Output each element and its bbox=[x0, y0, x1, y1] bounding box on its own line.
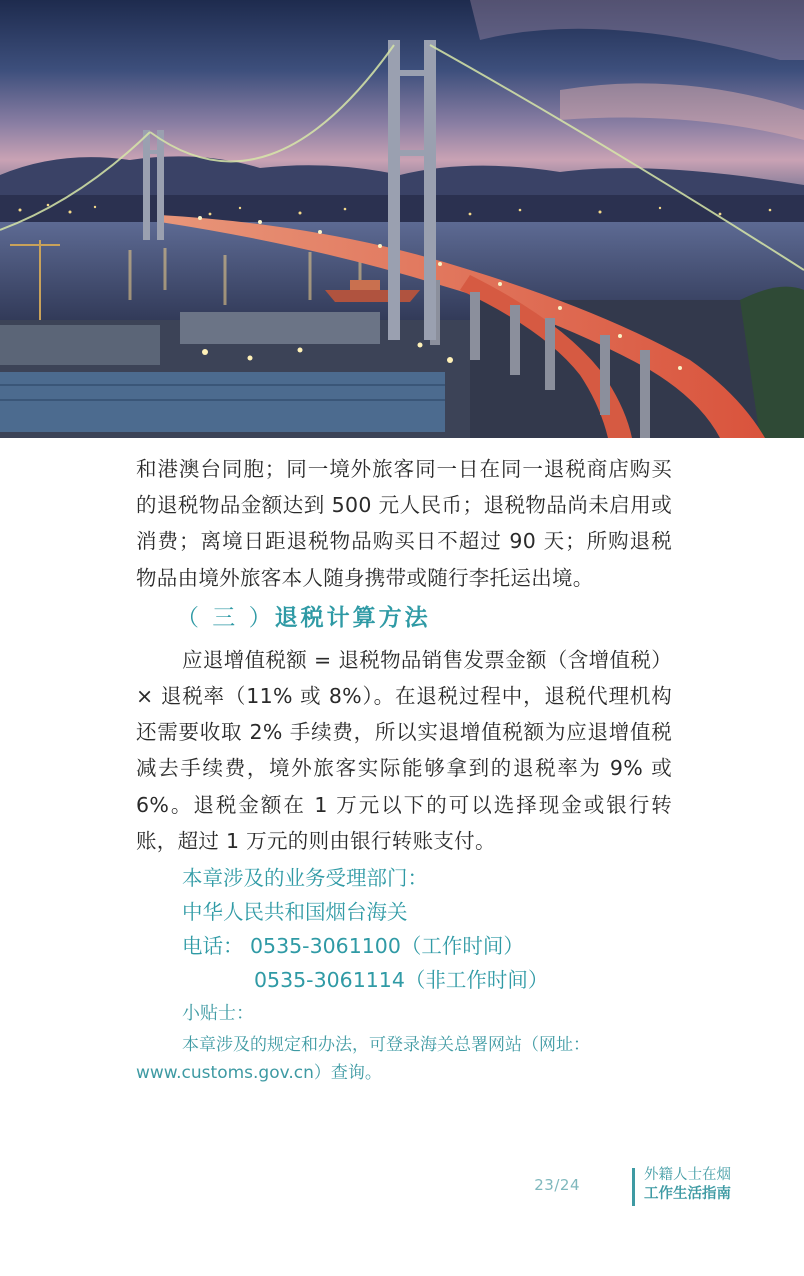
tips-text bbox=[136, 1031, 672, 1087]
tips-line-2: www.customs.gov.cn）查询。 bbox=[136, 1063, 382, 1084]
section-number: （ 三 ） bbox=[176, 604, 275, 631]
section-title: 退税计算方法 bbox=[274, 603, 431, 631]
contact-info bbox=[136, 861, 672, 997]
footer-divider bbox=[632, 1168, 635, 1206]
section-heading bbox=[136, 598, 672, 638]
publication-title-line-2: 工作生活指南 bbox=[644, 1186, 731, 1202]
tips-line-1: 本章涉及的规定和办法，可登录海关总署网站（网址： bbox=[182, 1035, 590, 1056]
page-footer bbox=[534, 1166, 760, 1208]
dept-label: 本章涉及的业务受理部门： bbox=[182, 866, 428, 891]
publication-title-line-1: 外籍人士在烟 bbox=[644, 1167, 731, 1183]
tips-label: 小贴士： bbox=[182, 1003, 254, 1025]
bridge-night-photo bbox=[0, 0, 804, 438]
publication-title bbox=[644, 1166, 731, 1204]
phone-line-work: 电话： 0535-3061100（工作时间） bbox=[182, 934, 524, 959]
hero-photo bbox=[0, 0, 804, 438]
paragraph-calculation: 应退增值税额 = 退税物品销售发票金额（含增值税）× 退税率（11% 或 8%）。在退税过程中，退税代理机构还需要收取 2% 手续费，所以实退增值税额为应退增值税减去手续费，境外旅客实际能够拿到的退税率为 9% 或 6%。退税金额在 1 万元以下的可以选择现金或银行转账，超过 1 万元的则由银行转账支付。 bbox=[136, 647, 672, 853]
page-number: 23/24 bbox=[534, 1176, 580, 1194]
article-body bbox=[136, 451, 672, 1087]
dept-name: 中华人民共和国烟台海关 bbox=[182, 900, 408, 925]
phone-line-after-hours: 0535-3061114（非工作时间） bbox=[254, 968, 549, 993]
paragraph-eligibility: 和港澳台同胞；同一境外旅客同一日在同一退税商店购买的退税物品金额达到 500 元人民币；退税物品尚未启用或消费；离境日距退税物品购买日不超过 90 天；所购退税物品由境外旅客本人随身携带或随行李托运出境。 bbox=[136, 457, 672, 590]
